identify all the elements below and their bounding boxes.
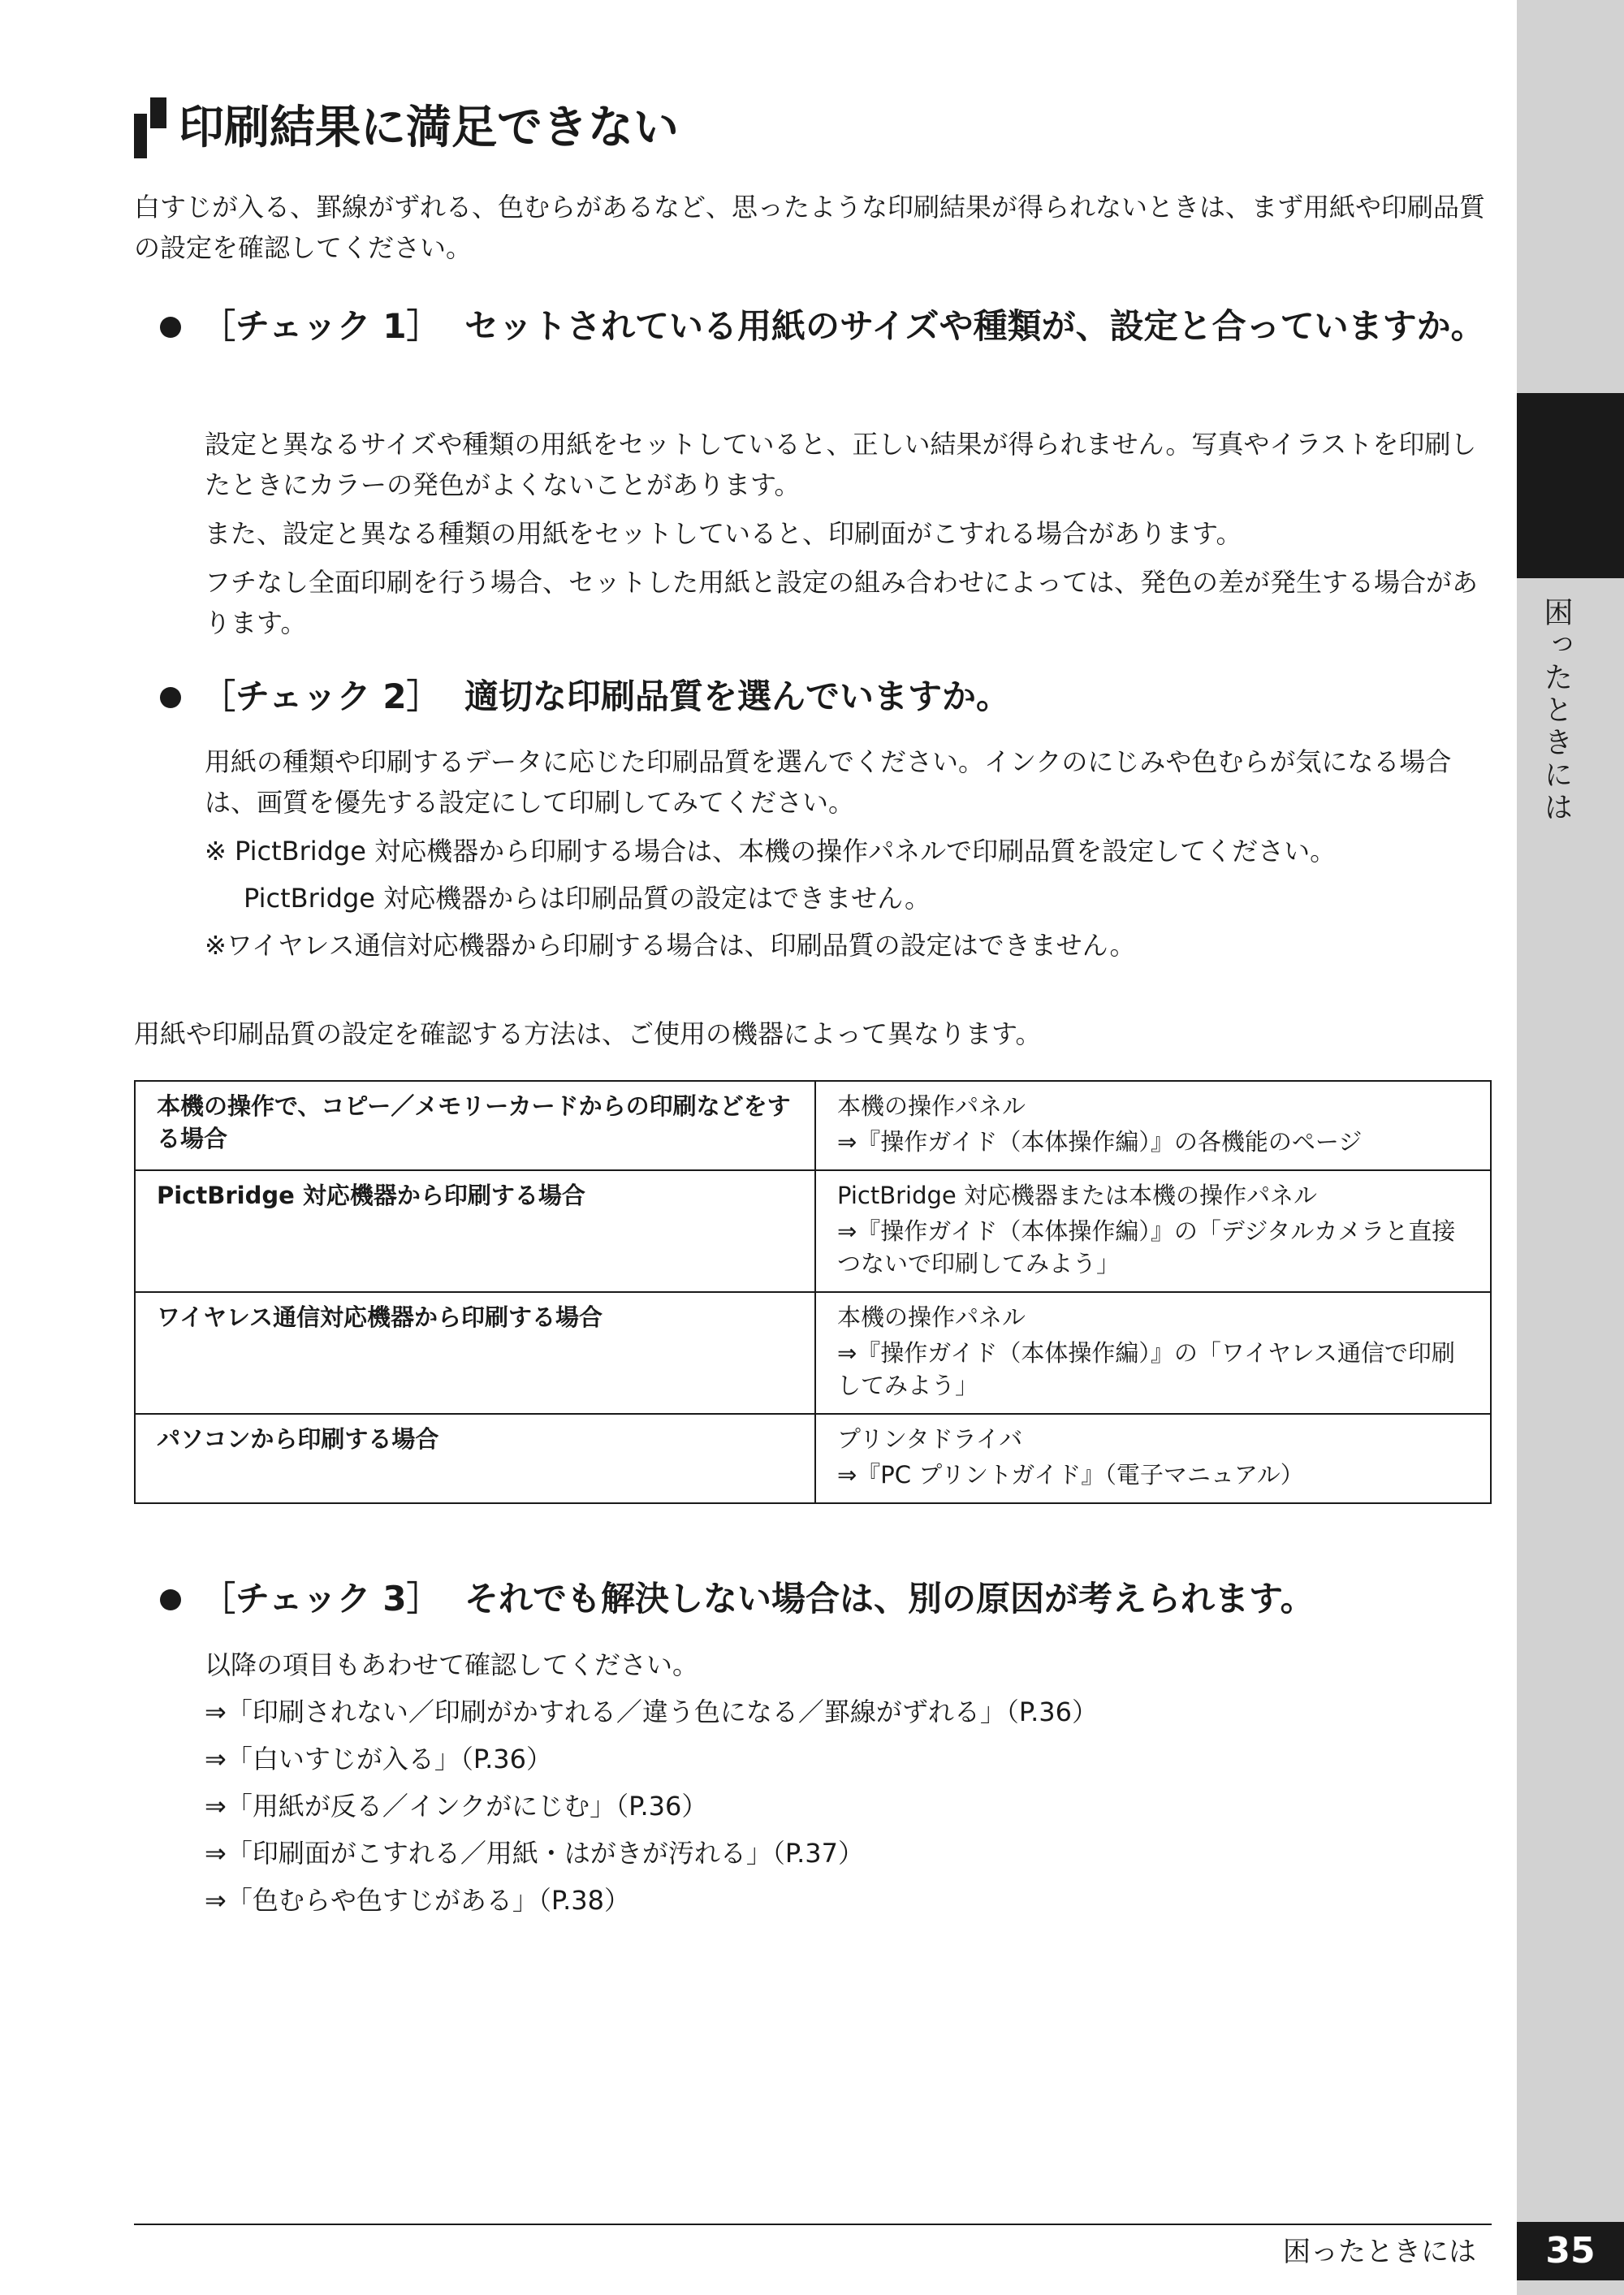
check3-reference-link[interactable]: ⇒「印刷面がこすれる／用紙・はがきが汚れる」（P.37）	[205, 1838, 865, 1869]
table-row	[135, 1414, 1491, 1503]
check3-reference-link[interactable]: ⇒「白いすじが入る」（P.36）	[205, 1744, 553, 1774]
check3-title: それでも解決しない場合は、別の原因が考えられます。	[464, 1579, 1315, 1619]
table-cell-case: パソコンから印刷する場合	[135, 1414, 815, 1503]
method-reference: ⇒『操作ガイド（本体操作編）』の「デジタルカメラと直接つないで印刷してみよう」	[837, 1217, 1456, 1277]
check2-title: 適切な印刷品質を選んでいますか。	[464, 676, 1011, 716]
method-target: プリンタドライバ	[837, 1425, 1023, 1453]
check1-paragraph: また、設定と異なる種類の用紙をセットしていると、印刷面がこすれる場合があります。	[205, 518, 1242, 549]
side-tab-strip	[1517, 0, 1624, 2295]
method-target: PictBridge 対応機器または本機の操作パネル	[837, 1182, 1317, 1209]
check3-reference-link[interactable]: ⇒「用紙が反る／インクがにじむ」（P.36）	[205, 1791, 708, 1822]
intro-text: 白すじが入る、罫線がずれる、色むらがあるなど、思ったような印刷結果が得られないときは、まず用紙や印刷品質の設定を確認してください。	[134, 192, 1486, 263]
method-target: 本機の操作パネル	[837, 1092, 1026, 1120]
check1-paragraph: 設定と異なるサイズや種類の用紙をセットしていると、正しい結果が得られません。写真やイラストを印刷したときにカラーの発色がよくないことがあります。	[205, 429, 1477, 500]
table-cell-method	[815, 1414, 1491, 1503]
check2-body	[205, 741, 1488, 972]
page-number: 35	[1517, 2222, 1624, 2280]
method-reference: ⇒『操作ガイド（本体操作編）』の「ワイヤレス通信で印刷してみよう」	[837, 1339, 1455, 1399]
bullet-icon	[160, 687, 181, 708]
page-title: 印刷結果に満足できない	[179, 102, 679, 154]
check1-title: セットされている用紙のサイズや種類が、設定と合っていますか。	[464, 306, 1485, 346]
table-row	[135, 1081, 1491, 1170]
table-row	[135, 1170, 1491, 1292]
check2-note-wireless: ※ワイヤレス通信対応機器から印刷する場合は、印刷品質の設定はできません。	[205, 930, 1136, 961]
table-cell-case: 本機の操作で、コピー／メモリーカードからの印刷などをする場合	[135, 1081, 815, 1170]
check3-reference-link[interactable]: ⇒「色むらや色すじがある」（P.38）	[205, 1885, 631, 1916]
check3-reference-link[interactable]: ⇒「印刷されない／印刷がかすれる／違う色になる／罫線がずれる」（P.36）	[205, 1696, 1099, 1727]
table-cell-case: ワイヤレス通信対応機器から印刷する場合	[135, 1292, 815, 1414]
check2-note-pictbridge-cont: PictBridge 対応機器からは印刷品質の設定はできません。	[244, 883, 931, 914]
table-cell-method	[815, 1292, 1491, 1414]
method-intro-text: 用紙や印刷品質の設定を確認する方法は、ご使用の機器によって異なります。	[134, 1018, 1042, 1049]
check3-paragraph: 以降の項目もあわせて確認してください。	[205, 1649, 699, 1680]
bullet-icon	[160, 317, 181, 338]
method-reference: ⇒『操作ガイド（本体操作編）』の各機能のページ	[837, 1128, 1363, 1156]
title-marker-icon	[134, 97, 166, 158]
table-cell-method	[815, 1081, 1491, 1170]
bullet-icon	[160, 1589, 181, 1610]
check2-note-pictbridge: ※ PictBridge 対応機器から印刷する場合は、本機の操作パネルで印刷品質を設定してください。	[205, 836, 1337, 867]
footer-section-name: 困ったときには	[1283, 2236, 1476, 2268]
footer-divider	[134, 2224, 1492, 2225]
side-tab-marker	[1517, 393, 1624, 578]
side-tab-label: 困ったときには	[1540, 597, 1573, 824]
settings-method-table	[134, 1080, 1492, 1504]
check2-label: ［チェック 2］	[201, 676, 441, 716]
method-reference: ⇒『PC プリントガイド』（電子マニュアル）	[837, 1461, 1304, 1489]
check3-label: ［チェック 3］	[201, 1579, 441, 1619]
check1-label: ［チェック 1］	[201, 306, 441, 346]
method-target: 本機の操作パネル	[837, 1303, 1026, 1331]
table-row	[135, 1292, 1491, 1414]
table-cell-method	[815, 1170, 1491, 1292]
check1-paragraph: フチなし全面印刷を行う場合、セットした用紙と設定の組み合わせによっては、発色の差が発生する場合があります。	[205, 567, 1479, 638]
check3-body	[205, 1645, 1488, 1927]
table-cell-case: PictBridge 対応機器から印刷する場合	[135, 1170, 815, 1292]
check2-paragraph: 用紙の種類や印刷するデータに応じた印刷品質を選んでください。インクのにじみや色むらが気になる場合は、画質を優先する設定にして印刷してみてください。	[205, 746, 1452, 818]
check1-body	[205, 424, 1488, 651]
